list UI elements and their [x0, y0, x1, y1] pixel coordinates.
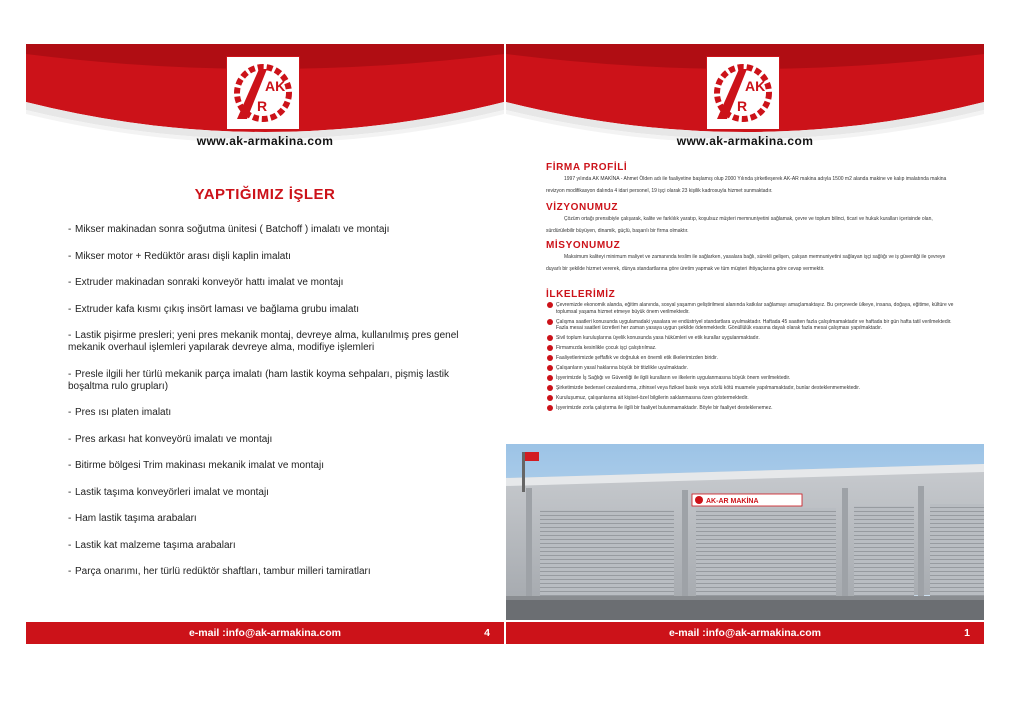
page-title: YAPTIĞIMIZ İŞLER — [194, 186, 336, 203]
bullet-icon — [547, 302, 553, 308]
vision-text: Çözüm ortağı prensibiyle çalışarak, kalite ve farklılık yaratıp, koşulsuz müşteri memnuniyetini sağlamak, çevre ve toplum bilinci, ticari ve hukuk kuralları içerisinde olan, sürdürülebilir büyüyen, dinamik, güçlü, başarılı bir firma olmaktır. — [546, 216, 933, 234]
profile-section — [546, 162, 956, 197]
bullet-icon — [547, 395, 553, 401]
list-item: Kuruluşumuz, çalışanlarına ait kişisel-özel bilgilerin saklanmasına özen göstermektedir. — [546, 395, 958, 402]
works-list — [68, 224, 488, 593]
list-item: İşyerimizde İş Sağlığı ve Güvenliği ile ilgili kuralların ve ilkelerin uygulanmasına büyük önem verilmektedir. — [546, 375, 958, 382]
bullet-icon — [547, 365, 553, 371]
bullet-icon — [547, 375, 553, 381]
list-item: Çevremizde ekonomik alanda, eğitim alanında, sosyal yaşamın geliştirilmesi alanında katkılar sağlamayı amaçlamaktayız. Bu çerçevede ülkeye, insana, doğaya, eğitime, kültüre ve toplumsal yaşama hizmet etmeye büyük önem verilmektedir. — [546, 302, 958, 315]
list-item: Şirketimizde bedensel cezalandırma, zihinsel veya fiziksel baskı veya sözlü kötü muamele yapılmamaktadır, bunlar desteklenmemektedir. — [546, 385, 958, 392]
list-item: - Lastik pişirme presleri; yeni pres mekanik montaj, devreye alma, kullanılmış pres genel mekanik overhaul işlemleri yapılarak devreye alma, modifiye işlemleri — [68, 330, 459, 353]
mission-heading: MİSYONUMUZ — [546, 240, 621, 251]
bullet-icon — [547, 405, 553, 411]
profile-text: 1997 yılında AK MAKİNA - Ahmet Ölden adı ile faaliyetine başlamış olup 2000 Yılında şirketleşerek AK-AR makina adıyla 1500 m2 alanda makine ve kalıp imalatında makina revizyon modifikasyon dalında 4 idari personel, 19 işçi olarak 23 kişilik kadrosuyla hizmet sunmaktadır. — [546, 176, 947, 194]
mission-section — [546, 240, 956, 275]
bullet-icon — [547, 385, 553, 391]
list-item: - Extruder makinadan sonraki konveyör hattı imalat ve montajı — [68, 277, 344, 288]
svg-text:R: R — [257, 98, 268, 114]
vision-section — [546, 202, 956, 237]
left-page — [26, 44, 504, 644]
list-item: - Pres ısı platen imalatı — [68, 407, 172, 418]
page-footer — [26, 622, 504, 644]
list-item: - Lastik taşıma konveyörleri imalat ve montajı — [68, 486, 269, 498]
photo-sign: AK-AR MAKİNA — [706, 498, 759, 505]
footer-email: e-mail :info@ak-armakina.com — [668, 627, 822, 639]
bullet-icon — [547, 319, 553, 325]
list-item: Sivil toplum kuruluşlarına üyelik konusunda yasa hükümleri ve etik kurallar uygulanmaktadır. — [546, 335, 958, 342]
profile-heading: FİRMA PROFİLİ — [546, 162, 628, 173]
page-footer — [506, 622, 984, 644]
bullet-icon — [547, 345, 553, 351]
page-number: 4 — [484, 627, 490, 639]
bullet-icon — [547, 355, 553, 361]
footer-email: e-mail :info@ak-armakina.com — [188, 627, 342, 639]
factory-photo — [506, 444, 984, 620]
list-item: - Mikser makinadan sonra soğutma ünitesi ( Batchoff ) imalatı ve montajı — [68, 224, 390, 235]
list-item: - Bitirme bölgesi Trim makinası mekanik imalat ve montajı — [68, 460, 324, 471]
svg-text:AK: AK — [745, 78, 766, 94]
list-item: İşyerimizde zorla çalıştırma ile ilgili bir faaliyet bulunmamaktadır. Böyle bir faaliyet desteklenemez. — [546, 405, 958, 412]
website-url: www.ak-armakina.com — [196, 134, 334, 148]
list-item: Çalışanların yasal haklarına büyük bir titizlikle uyulmaktadır. — [546, 365, 958, 372]
principles-heading: İLKELERİMİZ — [546, 289, 616, 300]
vision-heading: VİZYONUMUZ — [546, 202, 619, 213]
website-url: www.ak-armakina.com — [676, 134, 814, 148]
principles-list — [546, 302, 958, 415]
principles-section — [546, 289, 956, 300]
page-number: 1 — [964, 627, 970, 639]
mission-text: Maksimum kaliteyi minimum maliyet ve zamanında teslim ile sağlarken, yasalara bağlı, sürekli gelişen, çalışan memnuniyetini sağlayan işçi sağlığı ve iş güvenliği ile çevreye duyarlı bir şekilde hizmet vererek, dünya standartlarına göre üretim yapmak ve tüm müşteri ihtiyaçlarına göre cevap vermektir. — [546, 254, 946, 272]
list-item: Faaliyetlerimizde şeffaflık ve doğruluk en önemli etik ilkelerimizden biridir. — [546, 355, 958, 362]
list-item: - Ham lastik taşıma arabaları — [68, 513, 197, 524]
list-item: - Parça onarımı, her türlü redüktör shaftları, tambur milleri tamiratları — [68, 566, 371, 577]
bullet-icon — [547, 335, 553, 341]
list-item: - Presle ilgili her türlü mekanik parça imalatı (ham lastik koyma sehpaları, pişmiş lastik boşaltma rulo grupları) — [68, 368, 450, 392]
company-logo — [706, 56, 780, 130]
right-page — [506, 44, 984, 644]
list-item: Firmamızda kesinlikle çocuk işçi çalıştırılmaz. — [546, 345, 958, 352]
list-item: - Mikser motor + Redüktör arası dişli kaplin imalatı — [68, 250, 291, 262]
list-item: Çalışma saatleri konusunda uygulamadaki yasalara ve endüstriyel standartlara uyulmaktadır. Haftada 45 saatten fazla çalışılmamaktadır ve haftada bir gün hafta tatil verilmektedir. Fazla mesai saatleri ücretleri her zaman yasaya uygun şekilde ödenmektedir. Gönüllülük esasına dayalı olarak fazla mesai çalışması yapılmaktadır. — [546, 319, 958, 332]
svg-text:AK: AK — [265, 78, 286, 94]
list-item: - Pres arkası hat konveyörü imalatı ve montajı — [68, 433, 273, 445]
list-item: - Lastik kat malzeme taşıma arabaları — [68, 539, 236, 551]
svg-text:R: R — [737, 98, 748, 114]
list-item: - Extruder kafa kısmı çıkış insört laması ve bağlama grubu imalatı — [68, 303, 359, 315]
company-logo — [226, 56, 300, 130]
